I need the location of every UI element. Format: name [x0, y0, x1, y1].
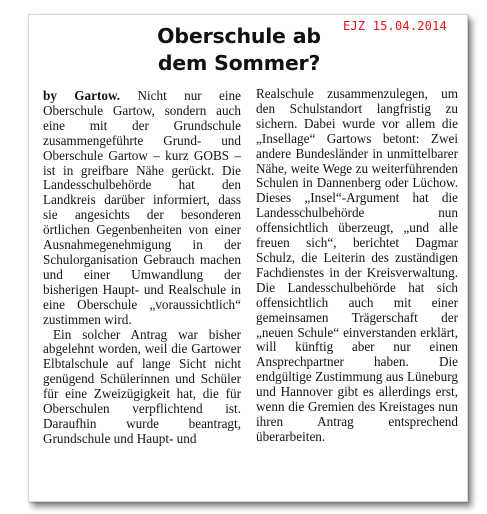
article-column-left — [43, 89, 241, 447]
newspaper-clipping — [28, 14, 468, 502]
byline: by Gartow. — [43, 88, 121, 103]
headline-line-1: Oberschule ab — [157, 24, 321, 48]
headline — [139, 23, 339, 77]
article-column-right — [256, 87, 458, 445]
headline-line-2: dem Sommer? — [157, 51, 321, 75]
paragraph-3: Realschule zusammenzulegen, um den Schulstandort langfristig zu sichern. Dabei wurde vor allem die „Insellage“ Gartows betont: Zwei andere Bundesländer in unmittelbarer Nähe, weite Wege zu weiterführenden Schulen in Dannenberg oder Lüchow. Dieses „Insel“-Argument hat die Landesschulbehörde nun offensichtlich überzeugt, „und alle freuen sich“, berichtet Dagmar Schulz, die Leiterin des zuständigen Fachdienstes in der Kreisverwaltung. Die Landesschulbehörde hat sich offensichtlich auch mit einer gemeinsamen Trägerschaft der „neuen Schule“ einverstanden erklärt, will künftig aber nur einen Ansprechpartner haben. Die endgültige Zustimmung aus Lüneburg und Hannover gibt es allerdings erst, wenn die Gremien des Kreistages nun ihren Antrag entsprechend überarbeiten. — [256, 86, 458, 444]
paragraph-1 — [43, 89, 241, 328]
paragraph-2: Ein solcher Antrag war bisher abgelehnt worden, weil die Gartower Elbtalschule auf lange Sicht nicht genügend Schülerinnen und Schüler für eine Zweizügigkeit hat, die für Oberschulen verpflichtend ist. Daraufhin wurde beantragt, Grundschule und Haupt- und — [43, 326, 241, 446]
paragraph-1-text: Nicht nur eine Oberschule Gartow, sondern auch eine mit der Grundschule zusammengeführte Grund- und Oberschule Gartow – kurz GOBS – ist in greifbare Nähe gerückt. Die Landesschulbehörde hat den Landkreis darüber informiert, dass sie angesichts der besonderen örtlichen Gegenbenheiten von einer Ausnahmegenehmigung in der Schulorganisation Gebrauch machen und einer Umwandlung der bisherigen Haupt- und Realschule in eine Oberschule „voraussichtlich“ zustimmen wird. — [43, 88, 241, 327]
date-stamp: EJZ 15.04.2014 — [343, 19, 447, 33]
